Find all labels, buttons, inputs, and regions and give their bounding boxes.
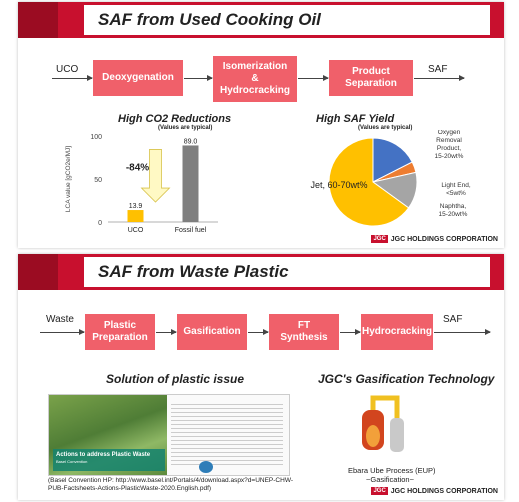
slide-title: SAF from Used Cooking Oil [98, 10, 321, 29]
chart-note-co2: (Values are typical) [158, 125, 213, 131]
title-banner [18, 254, 504, 290]
reduction-label: -84% [125, 162, 150, 174]
saf-yield-pie-chart [273, 130, 493, 235]
basel-factsheet-image [48, 394, 290, 476]
process-step-ft-synthesis: FT Synthesis [269, 314, 339, 350]
process-step-product-separation: Product Separation [329, 60, 413, 96]
flow-arrow [40, 332, 84, 333]
flow-end-label: SAF [443, 314, 463, 325]
brand-name: JGC HOLDINGS CORPORATION [390, 235, 498, 243]
x-tick-label: UCO [127, 227, 144, 234]
bar-0 [128, 210, 144, 222]
jgc-logo: JGC [373, 488, 386, 494]
jgc-logo: JGC [373, 236, 386, 242]
x-tick-label: Fossil fuel [174, 227, 207, 234]
process-step-isomerization: Isomerization & Hydrocracking [213, 56, 297, 102]
y-tick-label: 0 [98, 220, 102, 227]
flow-arrow [434, 332, 490, 333]
reduction-arrow [142, 149, 170, 202]
pie-label-naphtha: Naphtha, 15-20wt% [438, 203, 468, 218]
co2-bar-chart [58, 122, 238, 242]
title-banner [18, 2, 504, 38]
process-step-gasification: Gasification [177, 314, 247, 350]
process-step-hydrocracking: Hydrocracking [361, 314, 433, 350]
bar-value-label: 89.0 [183, 138, 198, 146]
flow-arrow [340, 332, 360, 333]
flow-start-label: Waste [46, 314, 74, 325]
gasifier-flame [366, 425, 380, 447]
gasifier-vessel-2 [390, 418, 404, 452]
poster-subcaption: Basel Convention [56, 459, 88, 464]
banner-inner [84, 5, 490, 35]
slide-waste-plastic [18, 254, 504, 500]
pie-label-light-end: Light End, <5wt% [441, 182, 471, 197]
banner-stripe [18, 2, 58, 38]
poster-logo [199, 461, 213, 473]
brand-footer [371, 487, 498, 495]
pie-label-jet: Jet, 60-70wt% [310, 180, 368, 190]
source-citation: (Basel Convention HP: http://www.basel.int/Portals/4/download.aspx?d=UNEP-CHW-PUB-Factsheets-Actions-PlasticWaste-2020.English.pdf) [48, 477, 294, 492]
flow-arrow [52, 78, 92, 79]
process-name: Ebara Ube Process (EUP) [348, 466, 436, 475]
flow-arrow [184, 78, 212, 79]
process-subtitle: ~Gasification~ [366, 475, 414, 484]
y-tick-label: 50 [94, 177, 102, 184]
flow-start-label: UCO [56, 64, 79, 75]
section-title-gasification: JGC's Gasification Technology [318, 372, 495, 386]
flow-arrow [156, 332, 176, 333]
banner-stripe [18, 254, 58, 290]
slide-title: SAF from Waste Plastic [98, 262, 289, 281]
chart-title-yield: High SAF Yield [316, 113, 395, 125]
flow-end-label: SAF [428, 64, 448, 75]
brand-name: JGC HOLDINGS CORPORATION [390, 487, 498, 495]
section-title-plastic: Solution of plastic issue [106, 372, 245, 386]
slide-uco [18, 2, 504, 248]
y-axis-label: LCA value [gCO2e/MJ] [65, 145, 72, 213]
flow-arrow [298, 78, 328, 79]
bar-value-label: 13.9 [128, 203, 143, 211]
gasifier-illustration [348, 392, 428, 464]
chart-note-yield: (Values are typical) [358, 125, 413, 131]
brand-footer [371, 235, 498, 243]
pie-label-oxygen: Oxygen Removal Product, 15-20wt% [434, 130, 464, 160]
banner-inner [84, 257, 490, 287]
y-tick-label: 100 [90, 134, 102, 141]
process-step-plastic-preparation: Plastic Preparation [85, 314, 155, 350]
flow-arrow [414, 78, 464, 79]
poster-caption-box [53, 449, 165, 471]
poster-text-columns [171, 401, 283, 465]
chart-title-co2: High CO2 Reductions [118, 113, 232, 125]
process-step-deoxygenation: Deoxygenation [93, 60, 183, 96]
flow-arrow [248, 332, 268, 333]
poster-caption: Actions to address Plastic Waste [56, 452, 151, 458]
bar-1 [183, 145, 199, 222]
